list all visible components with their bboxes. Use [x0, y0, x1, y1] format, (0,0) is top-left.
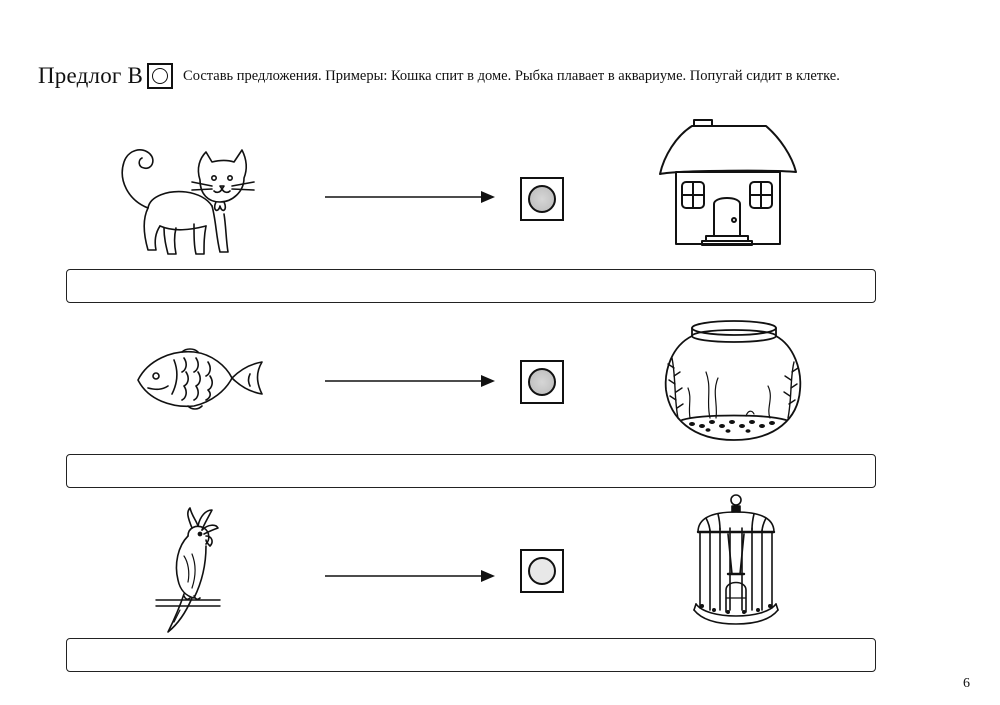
page-title: Предлог В: [38, 63, 144, 88]
aquarium-icon: [662, 318, 804, 446]
answer-field-1[interactable]: [66, 269, 876, 303]
cat-icon: [108, 140, 258, 260]
arrow-icon: [325, 567, 497, 585]
answer-field-3[interactable]: [66, 638, 876, 672]
header: [38, 56, 988, 96]
preposition-symbol-icon: [147, 63, 173, 89]
birdcage-icon: [688, 492, 784, 626]
page-number: 6: [963, 676, 970, 691]
instructions-text: Составь предложения. Примеры: Кошка спит в доме. Рыбка плавает в аквариуме. Попугай сидит в клетке.: [183, 67, 840, 84]
preposition-box-3: [520, 549, 564, 593]
answer-field-2[interactable]: [66, 454, 876, 488]
house-icon: [656, 116, 800, 250]
arrow-icon: [325, 188, 497, 206]
preposition-box-2: [520, 360, 564, 404]
preposition-box-1: [520, 177, 564, 221]
arrow-icon: [325, 372, 497, 390]
parrot-icon: [152, 506, 228, 636]
fish-icon: [132, 346, 270, 414]
